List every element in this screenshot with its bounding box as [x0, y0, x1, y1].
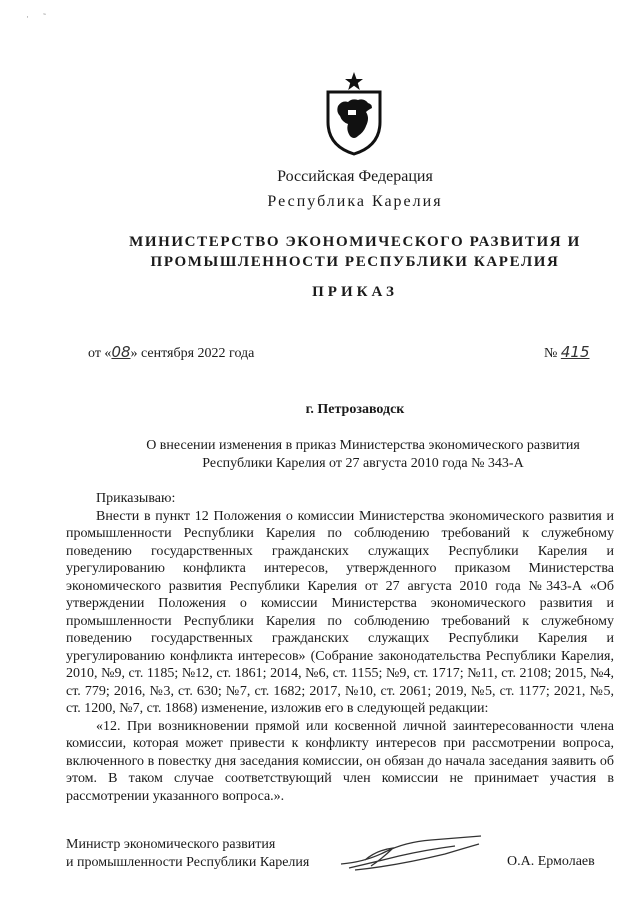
ministry-line-1: МИНИСТЕРСТВО ЭКОНОМИЧЕСКОГО РАЗВИТИЯ И [129, 234, 581, 250]
number-prefix: № [544, 346, 558, 361]
order-body [66, 490, 614, 805]
document-type: ПРИКАЗ [312, 284, 398, 300]
position-line-1: Министр экономического развития [66, 837, 276, 852]
subject-line-2: Республики Карелия от 27 августа 2010 года № 343-А [202, 456, 524, 471]
body-paragraph-1: Внести в пункт 12 Положения о комиссии Министерства экономического развития и промышленности Республики Карелия по соблюдению требований к служебному поведению государственных гражданских служащих Республики Карелия и урегулированию конфликта интересов, утвержденного приказом Министерства экономического развития Республики Карелия от 27 августа 2010 года №343-А «Об утверждении Положения о комиссии Министерства экономического развития и промышленности Республики Карелия по соблюдению требований к служебному поведению государственных гражданских служащих Республики Карелия и урегулированию конфликта интересов» (Собрание законодательства Республики Карелия, 2010, №9, ст. 1185; №12, ст. 1861; 2014, №6, ст. 1155; №9, ст. 1717; №11, ст. 2108; 2015, №4, ст. 779; 2016, №3, ст. 630; №7, ст. 1682; 2017, №10, ст. 2061; 2019, №5, ст. 1177; 2021, №5, ст. 1200, №7, ст. 1868) изменение, изложив его в следующей редакции: [66, 508, 614, 716]
date-suffix: » сентября 2022 года [130, 346, 255, 361]
date-day-handwritten: 08 [111, 343, 131, 361]
body-intro: Приказываю: [96, 491, 176, 506]
ministry-line-2: ПРОМЫШЛЕННОСТИ РЕСПУБЛИКИ КАРЕЛИЯ [150, 254, 560, 270]
order-number [544, 343, 590, 362]
republic-name: Республика Карелия [267, 193, 443, 210]
ministry-name [35, 232, 640, 272]
position-line-2: и промышленности Республики Карелия [66, 855, 310, 870]
subject-line-1: О внесении изменения в приказ Министерства экономического развития [146, 438, 580, 453]
order-subject [108, 437, 618, 473]
order-date [88, 343, 254, 362]
handwritten-signature-icon [335, 832, 485, 876]
signatory-position [66, 836, 309, 872]
date-prefix: от « [88, 346, 112, 361]
country-name: Российская Федерация [277, 168, 433, 185]
karelia-emblem-icon [318, 70, 390, 156]
body-paragraph-2: «12. При возникновении прямой или косвенной личной заинтересованности члена комиссии, которая может привести к конфликту интересов при рассмотрении вопроса, включенного в повестку дня заседания комиссии, он обязан до начала заседания заявить об этом. В таком случае соответствующий член комиссии не принимает участия в рассмотрении указанного вопроса.». [66, 718, 614, 804]
scan-artifact: ·˜ [26, 12, 60, 22]
signatory-name: О.А. Ермолаев [507, 854, 595, 869]
city-name: г. Петрозаводск [305, 402, 405, 417]
number-handwritten: 415 [560, 343, 590, 361]
